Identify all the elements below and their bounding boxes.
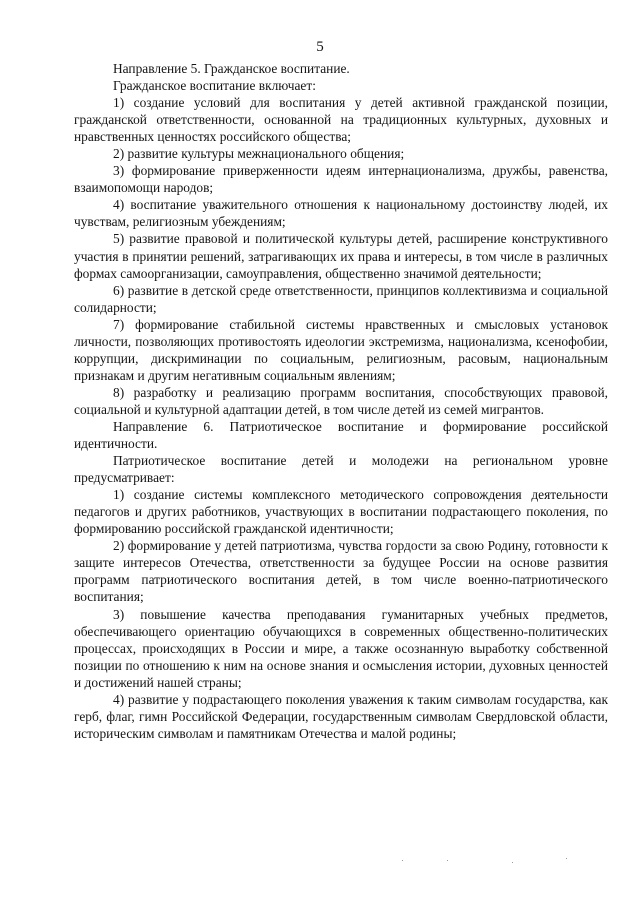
list-item: 7) формирование стабильной системы нравственных и смысловых установок личности, позволяющих противостоять идеологии экстремизма, национализма, ксенофобии, коррупции, дискриминации по социальным, религиозным, расовым, национальным признакам и другим негативным социальным явлениям; [74, 316, 608, 383]
section-heading-6: Направление 6. Патриотическое воспитание и формирование российской идентичности. [74, 418, 608, 452]
list-item: 1) создание системы комплексного методического сопровождения деятельности педагогов и других работников, участвующих в воспитании подрастающего поколения, по формированию российской гражданской идентичности; [74, 487, 608, 537]
scan-speck [512, 862, 513, 863]
section-intro-5: Гражданское воспитание включает: [113, 78, 316, 94]
list-item: 4) воспитание уважительного отношения к национальному достоинству людей, их чувствам, религиозным убеждениям; [74, 197, 608, 230]
document-body [74, 60, 608, 742]
page-number: 5 [316, 39, 324, 55]
scan-speck [566, 858, 567, 859]
list-item: 2) развитие культуры межнационального общения; [113, 146, 405, 162]
scan-speck [402, 860, 403, 861]
list-item: 3) формирование приверженности идеям интернационализма, дружбы, равенства, взаимопомощи народов; [74, 163, 608, 196]
list-item: 2) формирование у детей патриотизма, чувства гордости за свою Родину, готовности к защите интересов Отечества, ответственности за будущее России на основе развития программ патриотического воспитания детей, в том числе военно-патриотического воспитания; [74, 538, 608, 605]
scan-speck [447, 860, 448, 861]
list-item: 3) повышение качества преподавания гуманитарных учебных предметов, обеспечивающего ориентацию обучающихся в современных общественно-политических процессах, происходящих в России и мире, а также осознанную выработку собственной позиции по отношению к ним на основе знания и осмысления истории, духовных ценностей и достижений нашей страны; [74, 606, 608, 690]
list-item: 4) развитие у подрастающего поколения уважения к таким символам государства, как герб, флаг, гимн Российской Федерации, государственным символам Свердловской области, историческим символам и памятникам Отечества и малой родины; [74, 691, 608, 741]
section-intro-6: Патриотическое воспитание детей и молодежи на региональном уровне предусматривает: [74, 453, 608, 486]
section-heading-5: Направление 5. Гражданское воспитание. [113, 61, 350, 76]
list-item: 8) разработку и реализацию программ воспитания, способствующих правовой, социальной и культурной адаптации детей, в том числе детей из семей мигрантов. [74, 384, 608, 417]
list-item: 6) развитие в детской среде ответственности, принципов коллективизма и социальной солидарности; [74, 282, 608, 315]
list-item: 1) создание условий для воспитания у детей активной гражданской позиции, гражданской ответственности, основанной на традиционных культурных, духовных и нравственных ценностях российского общества; [74, 95, 608, 145]
list-item: 5) развитие правовой и политической культуры детей, расширение конструктивного участия в принятии решений, затрагивающих их права и интересы, в том числе в различных формах самоорганизации, самоуправления, общественно значимой деятельности; [74, 231, 608, 281]
